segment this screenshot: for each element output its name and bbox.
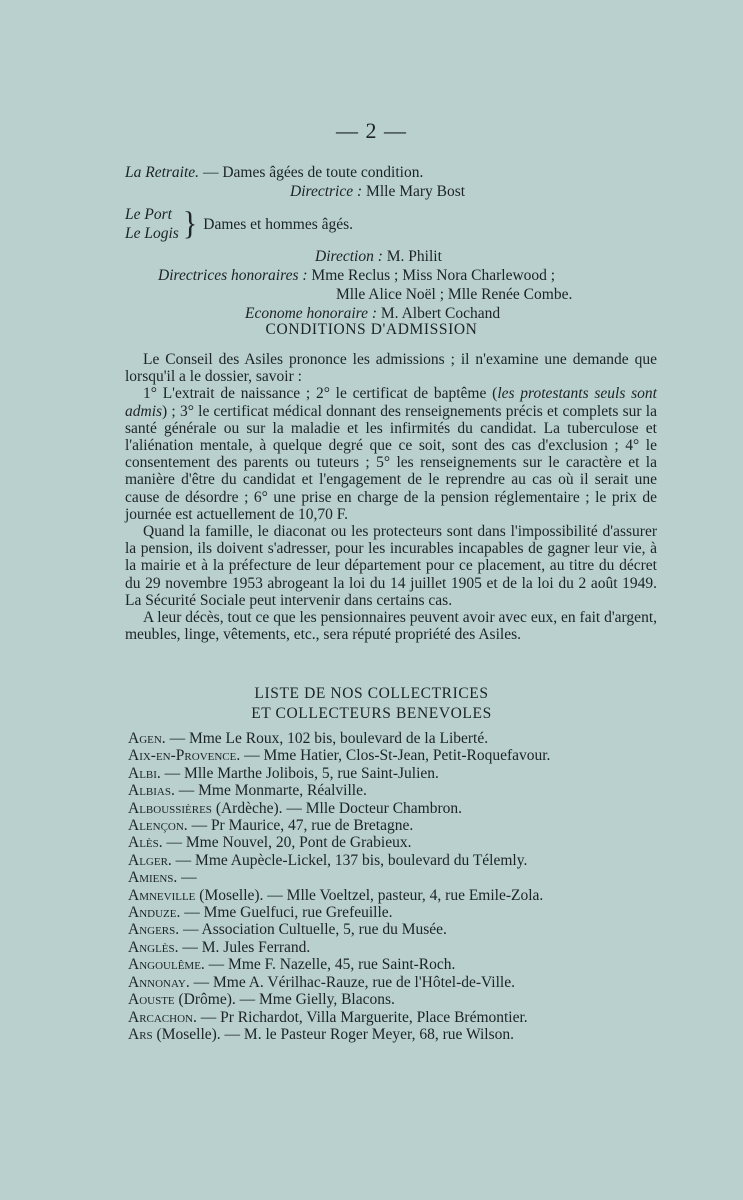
collector-city: Annonay. — [128, 973, 190, 991]
port-logis-block — [125, 205, 645, 243]
port-label: Le Port — [125, 206, 172, 223]
logis-label: Le Logis — [125, 225, 179, 242]
honoraires-line1: Mme Reclus ; Miss Nora Charlewood ; — [311, 267, 556, 284]
collector-city: Albias. — [128, 782, 175, 800]
collector-details: — — [177, 869, 197, 887]
list-item — [128, 817, 648, 834]
collector-details: (Moselle). — Mlle Voeltzel, pasteur, 4, rue Emile-Zola. — [195, 886, 544, 904]
collectors-heading-line2: ET COLLECTEURS BENEVOLES — [251, 705, 492, 722]
list-item — [128, 921, 648, 938]
list-item — [128, 800, 648, 817]
collector-city: Amneville — [128, 886, 196, 904]
honoraires-line — [125, 266, 645, 285]
retraite-desc: — Dames âgées de toute condition. — [202, 164, 424, 181]
collector-details: — Mme Le Roux, 102 bis, boulevard de la Liberté. — [165, 730, 489, 747]
collector-details: — Mme Aupècle-Lickel, 137 bis, boulevard du Télemly. — [171, 851, 528, 869]
collector-city: Alençon. — [128, 817, 188, 835]
list-item — [128, 869, 648, 886]
collector-city: Angoulême. — [128, 956, 205, 974]
retraite-director-name: Mlle Mary Bost — [366, 183, 466, 200]
staff-section — [125, 163, 645, 323]
list-item — [128, 904, 648, 921]
honoraires-line2-row — [125, 285, 645, 304]
collector-city: Alès. — [128, 834, 163, 852]
conditions-p2-italic: les protestants seuls sont admis — [125, 385, 657, 420]
collector-details: (Drôme). — Mme Gielly, Blacons. — [174, 991, 395, 1009]
list-item — [128, 852, 648, 869]
collector-details: — Mme Hatier, Clos-St-Jean, Petit-Roquefavour. — [240, 747, 551, 765]
collector-city: Amiens. — [128, 869, 178, 887]
list-item — [128, 991, 648, 1008]
collector-city: Angers. — [128, 921, 180, 939]
collector-details: — Pr Richardot, Villa Marguerite, Place Brémontier. — [196, 1008, 528, 1026]
collector-city: Arcachon. — [128, 1008, 197, 1026]
port-logis-desc: Dames et hommes âgés. — [203, 215, 354, 233]
page-number: — 2 — — [336, 118, 407, 143]
retraite-label: La Retraite. — [125, 164, 200, 181]
collector-details: — Pr Maurice, 47, rue de Bretagne. — [187, 817, 414, 835]
brace-glyph: } — [182, 205, 198, 242]
collectors-heading-line1: LISTE DE NOS COLLECTRICES — [254, 685, 489, 702]
direction-name: M. Philit — [386, 248, 442, 265]
retraite-director-line — [125, 182, 645, 201]
collector-city: Aouste — [128, 991, 175, 1009]
collector-city: Alger. — [128, 851, 172, 869]
collector-city: Agen. — [128, 730, 166, 747]
list-item — [128, 834, 648, 851]
collector-city: Anduze. — [128, 904, 181, 922]
collector-details: — Mme Monmarte, Réalville. — [174, 782, 367, 800]
list-item — [128, 730, 648, 747]
collector-city: Aix-en-Provence. — [128, 747, 241, 765]
collector-details: — Mme F. Nazelle, 45, rue Saint-Roch. — [204, 956, 456, 974]
list-item — [128, 887, 648, 904]
collector-details: — M. Jules Ferrand. — [178, 938, 311, 956]
collector-details: (Ardèche). — Mlle Docteur Chambron. — [211, 799, 463, 817]
direction-line — [125, 247, 645, 266]
port-logis-names — [125, 205, 179, 243]
conditions-p2-part-b: ) ; 3° le certificat médical donnant des renseignements précis et complets sur la santé générale ou sur la maladie et les infirmités du candidat. La tuberculose et l'aliénation mentale, à quelque degré que ce soit, sont des cas d'exclusion ; 4° le consentement des parents ou tuteurs ; 5° les renseignements sur le caractère et la manière d'être du candidat et l'engagement de le reprendre au cas où il serait une cause de désordre ; 6° une prise en charge de la pension réglementaire ; le prix de journée est actuellement de 10,70 F. — [125, 402, 657, 523]
list-item — [128, 765, 648, 782]
retraite-line — [125, 163, 645, 182]
direction-label: Direction : — [315, 248, 383, 265]
honoraires-label: Directrices honoraires : — [158, 267, 308, 284]
conditions-paragraph-3: Quand la famille, le diaconat ou les protecteurs sont dans l'impossibilité d'assurer la pension, ils doivent s'adresser, pour les incurables incapables de gagner leur vie, à la mairie et à la préfecture de leur département pour ce placement, au titre du décret du 29 novembre 1953 abrogeant la loi du 14 juillet 1905 et de la loi du 2 août 1949. La Sécurité Sociale peut intervenir dans certains cas. — [125, 523, 657, 609]
honoraires-line2: Mlle Alice Noël ; Mlle Renée Combe. — [336, 286, 573, 303]
collector-details: — Mlle Marthe Jolibois, 5, rue Saint-Julien. — [160, 764, 439, 782]
list-item — [128, 1009, 648, 1026]
collector-city: Anglès. — [128, 938, 179, 956]
collectors-list — [128, 730, 648, 1043]
collectors-heading — [0, 684, 743, 724]
conditions-paragraph-4: A leur décès, tout ce que les pensionnaires peuvent avoir avec eux, en fait d'argent, meubles, linge, vêtements, etc., sera réputé propriété des Asiles. — [125, 609, 657, 644]
conditions-paragraph-2 — [125, 385, 657, 523]
collector-city: Ars — [128, 1025, 153, 1043]
collector-details: — Mme A. Vérilhac-Rauze, rue de l'Hôtel-de-Ville. — [189, 973, 515, 991]
econome-label: Econome honoraire : — [245, 305, 378, 322]
collector-city: Alboussières — [128, 799, 212, 817]
list-item — [128, 956, 648, 973]
list-item — [128, 939, 648, 956]
retraite-director-label: Directrice : — [290, 183, 363, 200]
conditions-body — [125, 351, 657, 643]
conditions-p2-part-a: 1° L'extrait de naissance ; 2° le certificat de baptême ( — [143, 385, 498, 403]
conditions-heading: CONDITIONS D'ADMISSION — [265, 321, 478, 338]
collector-details: — Mme Guelfuci, rue Grefeuille. — [180, 904, 393, 922]
collector-details: — Association Cultuelle, 5, rue du Musée. — [179, 921, 447, 939]
collector-details: (Moselle). — M. le Pasteur Roger Meyer, 68, rue Wilson. — [152, 1025, 515, 1043]
econome-name: M. Albert Cochand — [380, 305, 501, 322]
list-item — [128, 747, 648, 764]
list-item — [128, 1026, 648, 1043]
conditions-paragraph-1: Le Conseil des Asiles prononce les admissions ; il n'examine une demande que lorsqu'il a le dossier, savoir : — [125, 351, 657, 386]
list-item — [128, 782, 648, 799]
collector-details: — Mme Nouvel, 20, Pont de Grabieux. — [162, 834, 412, 852]
list-item — [128, 974, 648, 991]
collector-city: Albi. — [128, 764, 161, 782]
